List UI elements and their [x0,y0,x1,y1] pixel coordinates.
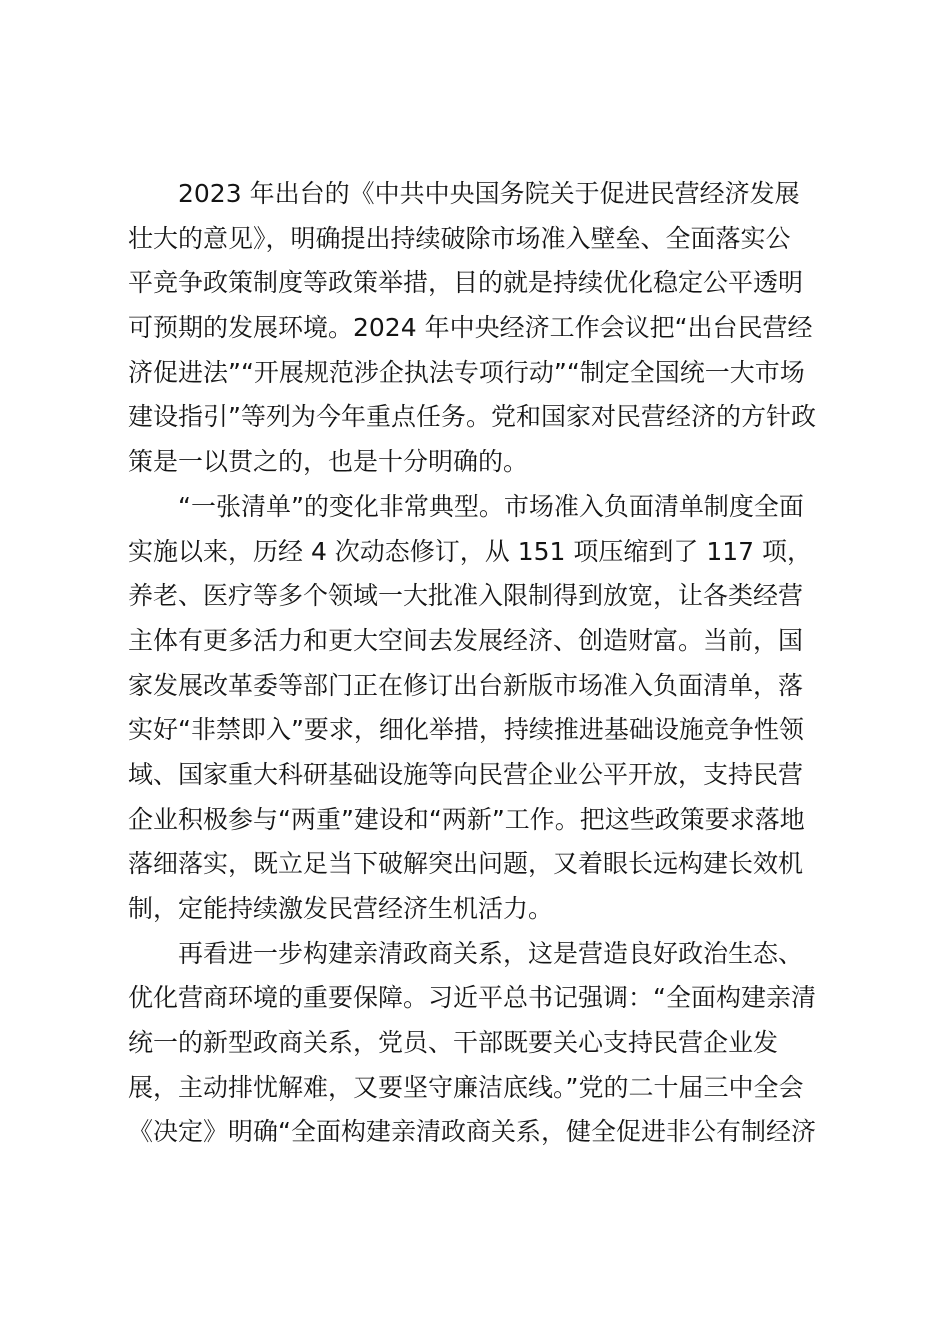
document-body [128,172,828,1155]
text-line: 主体有更多活力和更大空间去发展经济、创造财富。当前，国 [128,625,804,655]
text-line: 域、国家重大科研基础设施等向民营企业公平开放，支持民营 [128,759,804,789]
text-line: 优化营商环境的重要保障。习近平总书记强调：“全面构建亲清 [128,983,816,1013]
text-line: 企业积极参与“两重”建设和“两新”工作。把这些政策要求落地 [128,804,805,834]
text-line: 2023 年出台的《中共中央国务院关于促进民营经济发展 [178,179,800,208]
paragraph-2 [128,485,828,932]
paragraph-3 [128,932,828,1155]
paragraph-1 [128,172,828,485]
text-line: “一张清单”的变化非常典型。市场准入负面清单制度全面 [178,491,804,521]
text-line: 可预期的发展环境。2024 年中央经济工作会议把“出台民营经 [128,313,813,343]
text-line: 再看进一步构建亲清政商关系，这是营造良好政治生态、 [178,938,804,968]
text-line: 实施以来，历经 4 次动态修订，从 151 项压缩到了 117 项， [128,536,813,566]
text-line: 展，主动排忧解难，又要坚守廉洁底线。”党的二十届三中全会 [128,1072,804,1102]
text-line: 制，定能持续激发民营经济生机活力。 [128,894,554,923]
text-line: 养老、医疗等多个领域一大批准入限制得到放宽，让各类经营 [128,581,804,611]
text-line: 建设指引”等列为今年重点任务。党和国家对民营经济的方针政 [128,402,816,432]
text-line: 家发展改革委等部门正在修订出台新版市场准入负面清单，落 [128,670,804,700]
text-line: 实好“非禁即入”要求，细化举措，持续推进基础设施竞争性领 [128,715,804,745]
text-line: 壮大的意见》，明确提出持续破除市场准入壁垒、全面落实公 [128,223,791,253]
text-line: 平竞争政策制度等政策举措，目的就是持续优化稳定公平透明 [128,268,804,298]
text-line: 《决定》明确“全面构建亲清政商关系，健全促进非公有制经济 [128,1117,816,1147]
text-line: 策是一以贯之的，也是十分明确的。 [128,447,529,477]
text-line: 济促进法”“开展规范涉企执法专项行动”“制定全国统一大市场 [128,357,805,387]
text-line: 统一的新型政商关系，党员、干部既要关心支持民营企业发 [128,1028,779,1058]
text-line: 落细落实，既立足当下破解突出问题，又着眼长远构建长效机 [128,849,804,879]
